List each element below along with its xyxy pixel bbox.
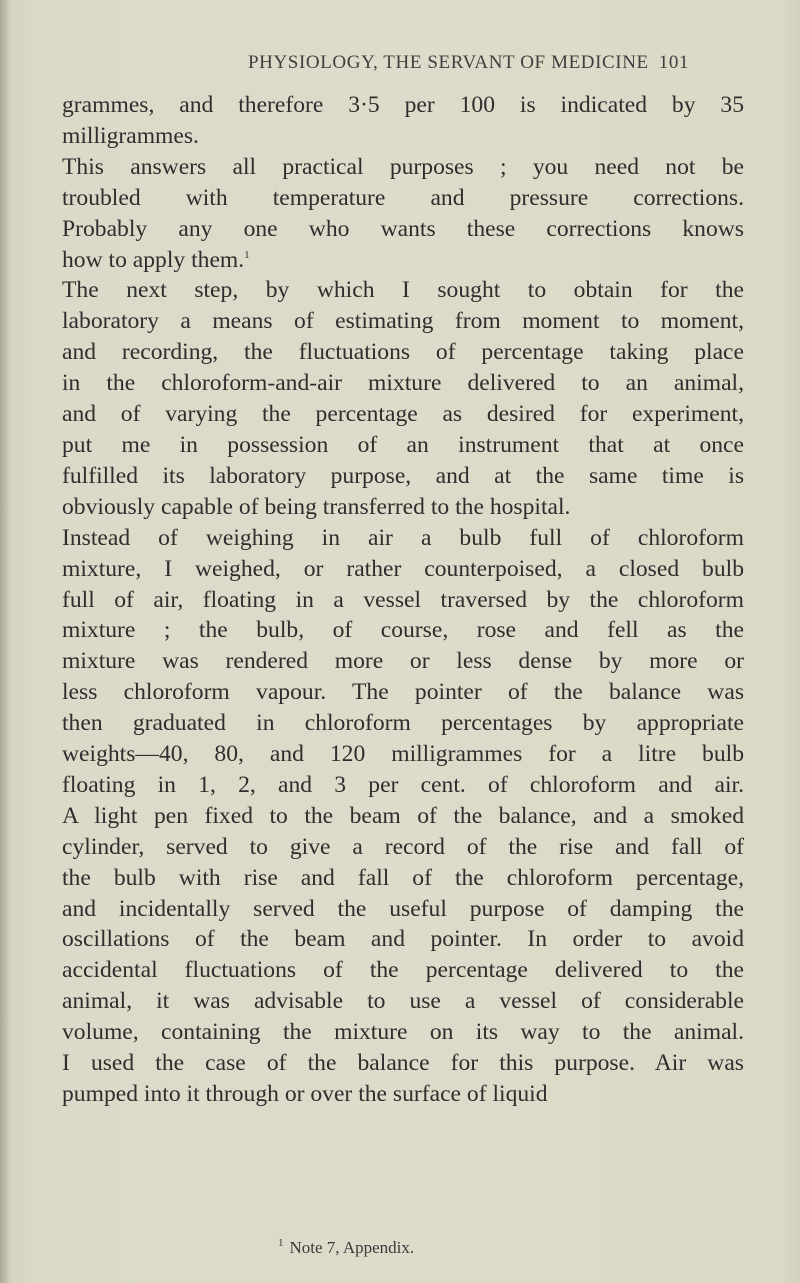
- footnote-text: Note 7, Appendix.: [289, 1238, 415, 1257]
- text-line: then graduated in chloroform percentages by appropriate: [62, 710, 744, 737]
- text-line: mixture was rendered more or less dense by more or: [62, 648, 744, 675]
- text-line: troubled with temperature and pressure corrections.: [62, 184, 744, 211]
- text-line: mixture, I weighed, or rather counterpoised, a closed bulb: [62, 555, 744, 582]
- text-line: grammes, and therefore 3·5 per 100 is indicated by 35: [62, 92, 744, 118]
- text-line: mixture ; the bulb, of course, rose and fell as the: [62, 617, 744, 644]
- text-line: accidental fluctuations of the percentage delivered to the: [62, 957, 744, 984]
- text-line: weights—40, 80, and 120 milligrammes for a litre bulb: [62, 741, 744, 768]
- text-line: Instead of weighing in air a bulb full of chloroform: [62, 524, 744, 551]
- text-line: animal, it was advisable to use a vessel of considerable: [62, 988, 744, 1015]
- binding-shadow: [0, 0, 10, 1283]
- text-line: and of varying the percentage as desired for experiment,: [62, 401, 744, 428]
- text-line: A light pen fixed to the beam of the balance, and a smoked: [62, 802, 744, 829]
- text-line: I used the case of the balance for this purpose. Air was: [62, 1050, 744, 1077]
- text-line: The next step, by which I sought to obtain for the: [62, 277, 744, 304]
- running-title: PHYSIOLOGY, THE SERVANT OF MEDICINE: [248, 52, 649, 73]
- footnote: [278, 1238, 414, 1258]
- text-line: how to apply them.: [62, 246, 245, 273]
- text-line: floating in 1, 2, and 3 per cent. of chloroform and air.: [62, 771, 744, 798]
- text-line: in the chloroform-and-air mixture delivered to an animal,: [62, 370, 744, 397]
- text-line: obviously capable of being transferred to the hospital.: [62, 493, 571, 520]
- footnote-marker: 1: [278, 1237, 284, 1250]
- text-line: and recording, the fluctuations of percentage taking place: [62, 339, 744, 366]
- text-line: pumped into it through or over the surface of liquid: [62, 1081, 548, 1107]
- text-line: less chloroform vapour. The pointer of the balance was: [62, 679, 744, 706]
- text-line: This answers all practical purposes ; you need not be: [62, 153, 744, 180]
- footnote-reference: 1: [244, 248, 250, 261]
- text-line: put me in possession of an instrument that at once: [62, 431, 744, 458]
- text-line: full of air, floating in a vessel traversed by the chloroform: [62, 586, 744, 613]
- text-line: the bulb with rise and fall of the chloroform percentage,: [62, 864, 744, 891]
- text-line: milligrammes.: [62, 122, 199, 149]
- text-line: laboratory a means of estimating from moment to moment,: [62, 308, 744, 335]
- body-text: [62, 90, 744, 1110]
- text-line: fulfilled its laboratory purpose, and at the same time is: [62, 462, 744, 489]
- text-line: Probably any one who wants these corrections knows: [62, 215, 744, 242]
- text-line-with-note: [62, 245, 744, 276]
- text-line: volume, containing the mixture on its way to the animal.: [62, 1019, 744, 1046]
- text-line: oscillations of the beam and pointer. In order to avoid: [62, 926, 744, 953]
- page-number: 101: [658, 52, 690, 73]
- text-line: and incidentally served the useful purpose of damping the: [62, 895, 744, 922]
- text-line: cylinder, served to give a record of the rise and fall of: [62, 833, 744, 860]
- running-header: [248, 52, 748, 74]
